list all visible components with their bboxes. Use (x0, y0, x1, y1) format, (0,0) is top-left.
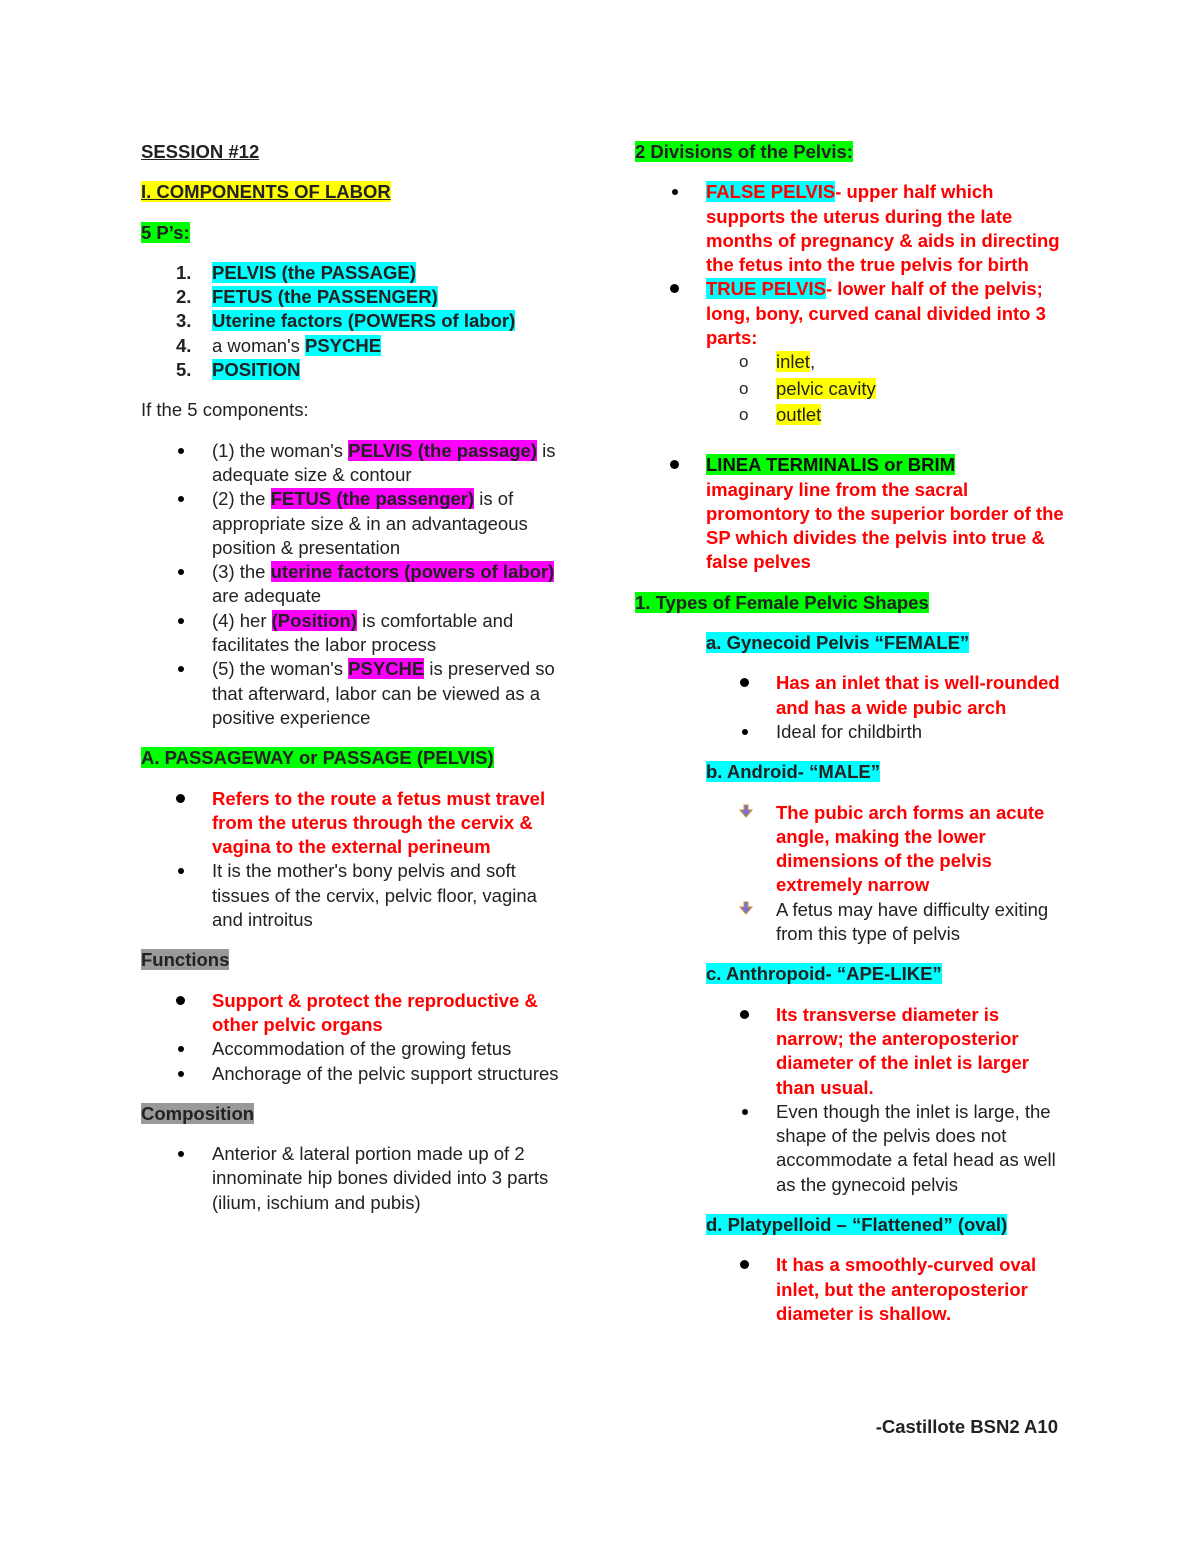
linea-list (635, 453, 1065, 574)
five-ps-heading: 5 P’s: (141, 221, 190, 243)
list-item (141, 487, 571, 560)
platypelloid-list (635, 1253, 1065, 1326)
text: Refers to the route a fetus must travel from the uterus through the cervix & vagina to the external perineum (212, 787, 546, 858)
list-item (635, 403, 1065, 427)
bullet-icon (178, 868, 184, 874)
android-heading: b. Android- “MALE” (706, 761, 881, 783)
text: It is the mother's bony pelvis and soft tissues of the cervix, pelvic floor, vagina and introitus (212, 860, 537, 931)
list-number: 2. (176, 286, 192, 308)
list-item (141, 285, 571, 309)
functions-list (141, 989, 571, 1086)
circle-o-bullet-icon: o (739, 378, 749, 398)
list-number: 5. (176, 359, 192, 381)
text: Anchorage of the pelvic support structures (212, 1062, 559, 1084)
bullet-icon (178, 1046, 184, 1052)
bullet-icon (178, 1151, 184, 1157)
list-item (141, 1062, 571, 1086)
list-item (141, 1142, 571, 1215)
text: (1) the woman's (212, 439, 349, 461)
divisions-list (635, 180, 1065, 350)
list-number: 4. (176, 334, 192, 356)
text: inlet (776, 351, 810, 373)
text: Its transverse diameter is narrow; the anteroposterior diameter of the inlet is larger than usual. (776, 1003, 1029, 1098)
passage-heading: A. PASSAGEWAY or PASSAGE (PELVIS) (141, 747, 494, 769)
bullet-icon (178, 569, 184, 575)
highlight-text: FETUS (the passenger) (270, 488, 475, 510)
list-item (635, 1100, 1065, 1197)
bullet-icon (742, 729, 748, 735)
list-item (635, 671, 1065, 720)
list-item (141, 439, 571, 488)
list-item (141, 1037, 571, 1061)
list-item (635, 720, 1065, 744)
text: , (809, 351, 816, 373)
bullet-icon (178, 448, 184, 454)
list-item-text: FETUS (the PASSENGER) (212, 286, 438, 308)
square-bullet-icon (740, 1260, 749, 1269)
divisions-heading: 2 Divisions of the Pelvis: (635, 141, 853, 162)
list-item (635, 1003, 1065, 1100)
right-column (635, 140, 1065, 1326)
text: is adequate size & contour (212, 439, 556, 485)
if-intro: If the 5 components: (141, 399, 309, 421)
square-bullet-icon (176, 794, 185, 803)
list-item (141, 657, 571, 730)
anthropoid-heading: c. Anthropoid- “APE-LIKE” (706, 963, 942, 985)
text: pelvic cavity (776, 377, 876, 399)
list-item (635, 350, 1065, 374)
square-bullet-icon (740, 1010, 749, 1019)
list-item (141, 609, 571, 658)
bullet-icon (178, 1071, 184, 1077)
list-number: 3. (176, 310, 192, 332)
list-item (141, 989, 571, 1038)
bullet-icon (672, 189, 678, 195)
list-item-prefix: a woman's (212, 334, 305, 356)
text: Support & protect the reproductive & other pelvic organs (212, 989, 538, 1035)
square-bullet-icon (176, 996, 185, 1005)
list-item (141, 261, 571, 285)
true-pelvis-label: TRUE PELVIS (706, 278, 826, 300)
types-heading: 1. Types of Female Pelvic Shapes (635, 591, 929, 613)
list-item-text: PELVIS (the PASSAGE) (212, 261, 416, 283)
text: is preserved so that afterward, labor can be viewed as a positive experience (212, 658, 555, 728)
text: - upper half which supports the uterus during the late months of pregnancy & aids in directing the fetus into the true pelvis for birth (706, 181, 1060, 276)
text: Even though the inlet is large, the shape of the pelvis does not accommodate a fetal head as well as the gynecoid pelvis (776, 1100, 1056, 1195)
list-item (635, 898, 1065, 947)
text: imaginary line from the sacral promontory to the superior border of the SP which divides the pelvis into true & false pelves (706, 478, 1064, 573)
false-pelvis-label: FALSE PELVIS (706, 181, 836, 203)
text: It has a smoothly-curved oval inlet, but the anteroposterior diameter is shallow. (776, 1254, 1037, 1324)
platypelloid-heading: d. Platypelloid – “Flattened” (oval) (706, 1213, 1008, 1235)
list-item-text: PSYCHE (305, 334, 382, 356)
list-item (635, 277, 1065, 350)
highlight-text: PSYCHE (348, 658, 425, 680)
list-item-text: POSITION (212, 359, 301, 381)
linea-label: LINEA TERMINALIS or BRIM (706, 454, 956, 476)
android-list (635, 801, 1065, 947)
bullet-icon (742, 1109, 748, 1115)
text: - lower half of the pelvis; long, bony, curved canal divided into 3 parts: (706, 278, 1046, 349)
text: A fetus may have difficulty exiting from this type of pelvis (776, 898, 1049, 945)
arrow-bullet-icon (739, 804, 753, 818)
text: (4) her (212, 609, 272, 631)
bullet-icon (178, 618, 184, 624)
list-number: 1. (176, 261, 192, 283)
arrow-bullet-icon (739, 901, 753, 915)
anthropoid-list (635, 1003, 1065, 1197)
list-item (141, 560, 571, 609)
functions-heading: Functions (141, 949, 230, 971)
five-ps-list (141, 261, 571, 382)
text: is of appropriate size & in an advantageous position & presentation (212, 488, 528, 558)
circle-o-bullet-icon: o (739, 404, 749, 424)
list-item (635, 453, 1065, 574)
text: (2) the (212, 488, 271, 510)
list-item (635, 801, 1065, 898)
list-item (141, 358, 571, 382)
author-footer: -Castillote BSN2 A10 (875, 1416, 1058, 1437)
true-parts-list (635, 350, 1065, 427)
gynecoid-heading: a. Gynecoid Pelvis “FEMALE” (706, 632, 970, 654)
list-item (141, 334, 571, 358)
text: (5) the woman's (212, 658, 349, 680)
left-column (141, 140, 571, 1215)
highlight-text: PELVIS (the passage) (348, 439, 537, 461)
highlight-text: uterine factors (powers of labor) (270, 561, 555, 583)
list-item-text: Uterine factors (POWERS of labor) (212, 310, 516, 332)
bullet-icon (178, 666, 184, 672)
text: outlet (776, 403, 822, 425)
highlight-text: (Position) (271, 609, 357, 631)
components-heading: I. COMPONENTS OF LABOR (141, 181, 391, 203)
list-item (635, 180, 1065, 277)
text: are adequate (212, 585, 322, 607)
text: is comfortable and facilitates the labor process (212, 609, 514, 656)
passage-list (141, 787, 571, 933)
list-item (141, 309, 571, 333)
text: Anterior & lateral portion made up of 2 innominate hip bones divided into 3 parts (ilium, ischium and pubis) (212, 1143, 549, 1213)
if-list (141, 439, 571, 731)
list-item (635, 377, 1065, 401)
list-item (141, 787, 571, 860)
square-bullet-icon (670, 460, 679, 469)
text: Accommodation of the growing fetus (212, 1038, 512, 1060)
text: Ideal for childbirth (776, 720, 923, 742)
square-bullet-icon (670, 284, 679, 293)
text: The pubic arch forms an acute angle, making the lower dimensions of the pelvis extremely narrow (776, 801, 1045, 896)
square-bullet-icon (740, 678, 749, 687)
composition-list (141, 1142, 571, 1215)
session-title: SESSION #12 (141, 141, 260, 162)
list-item (141, 859, 571, 932)
text: (3) the (212, 561, 271, 583)
bullet-icon (178, 496, 184, 502)
list-item (635, 1253, 1065, 1326)
text: Has an inlet that is well-rounded and has a wide pubic arch (776, 672, 1060, 718)
composition-heading: Composition (141, 1102, 255, 1124)
circle-o-bullet-icon: o (739, 352, 749, 372)
gynecoid-list (635, 671, 1065, 744)
